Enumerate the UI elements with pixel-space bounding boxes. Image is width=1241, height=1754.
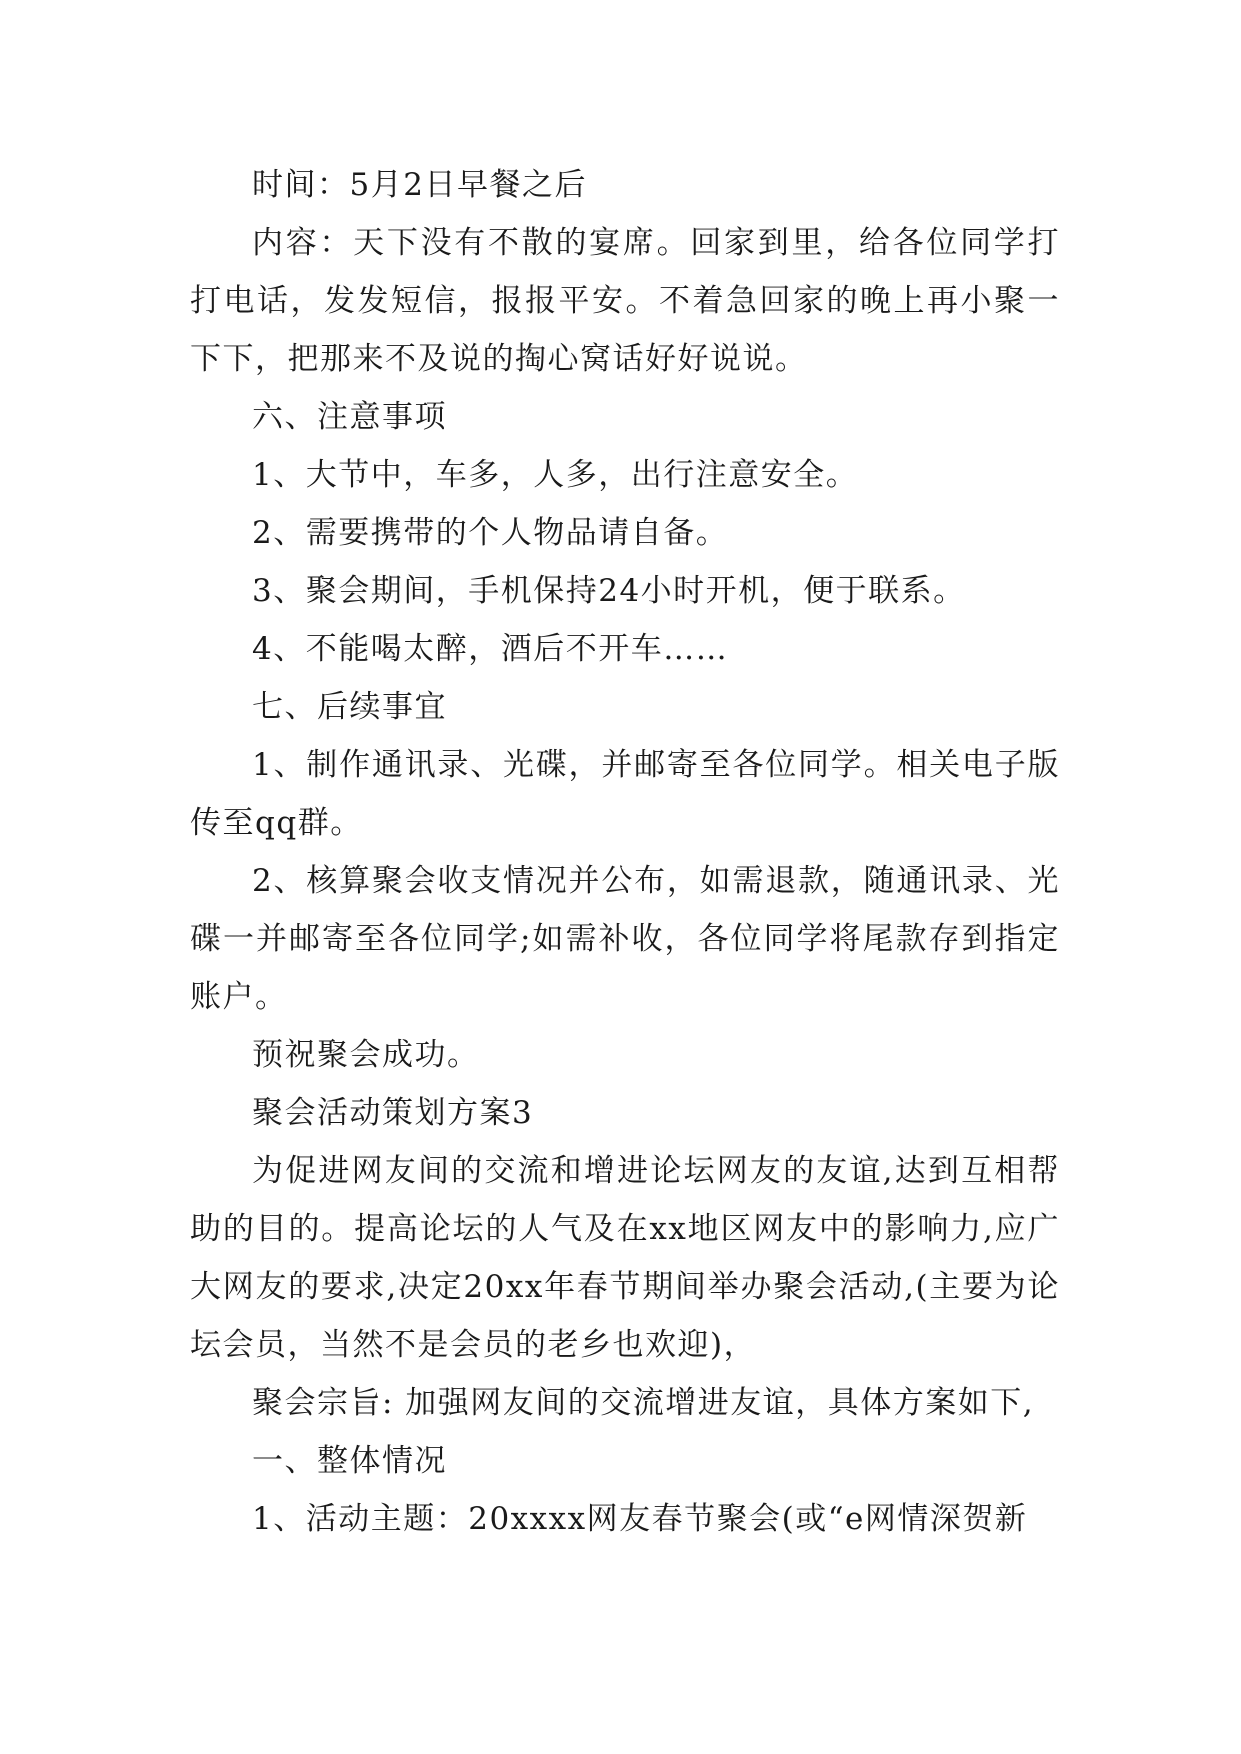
paragraph-purpose: 聚会宗旨: 加强网友间的交流增进友谊，具体方案如下, (252, 1385, 1035, 1421)
document-title-plan-3: 聚会活动策划方案3 (252, 1095, 534, 1131)
document-body (190, 156, 1060, 1548)
list-item-followup-1: 1、制作通讯录、光碟，并邮寄至各位同学。相关电子版传至qq群。 (190, 747, 1060, 841)
section-heading-notes: 六、注意事项 (252, 399, 447, 435)
list-item-note-4: 4、不能喝太醉，酒后不开车…… (252, 631, 729, 667)
section-heading-followup: 七、后续事宜 (252, 689, 447, 725)
paragraph-content: 内容：天下没有不散的宴席。回家到里，给各位同学打打电话，发发短信，报报平安。不着急回家的晚上再小聚一下下，把那来不及说的掏心窝话好好说说。 (190, 225, 1060, 377)
paragraph-wish: 预祝聚会成功。 (252, 1037, 480, 1073)
list-item-note-3: 3、聚会期间，手机保持24小时开机，便于联系。 (252, 573, 966, 609)
section-heading-overview: 一、整体情况 (252, 1443, 447, 1479)
paragraph-time: 时间：5月2日早餐之后 (252, 167, 587, 203)
list-item-theme: 1、活动主题：20xxxx网友春节聚会(或“e网情深贺新 (252, 1501, 1028, 1537)
list-item-note-2: 2、需要携带的个人物品请自备。 (252, 515, 729, 551)
list-item-note-1: 1、大节中，车多，人多，出行注意安全。 (252, 457, 859, 493)
list-item-followup-2: 2、核算聚会收支情况并公布，如需退款，随通讯录、光碟一并邮寄至各位同学;如需补收，各位同学将尾款存到指定账户。 (190, 863, 1060, 1015)
paragraph-intro: 为促进网友间的交流和增进论坛网友的友谊,达到互相帮助的目的。提高论坛的人气及在xx地区网友中的影响力,应广大网友的要求,决定20xx年春节期间举办聚会活动,(主要为论坛会员，当然不是会员的老乡也欢迎)， (190, 1153, 1060, 1363)
